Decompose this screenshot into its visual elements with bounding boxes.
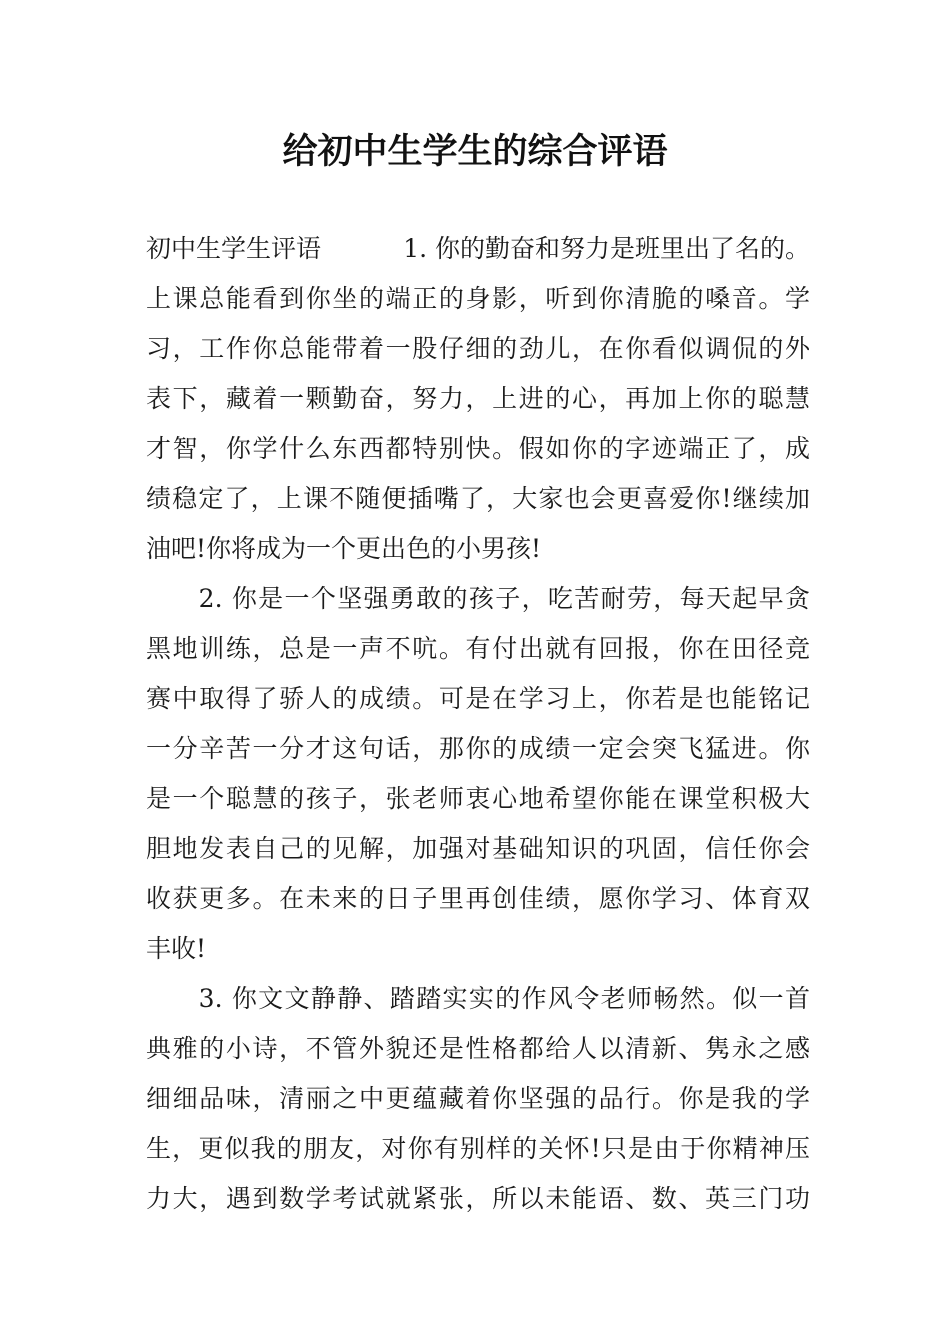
paragraph-line: 丰收! <box>146 934 207 963</box>
paragraph-line: 细细品味，清丽之中更蕴藏着你坚强的品行。你是我的学 <box>146 1084 810 1113</box>
paragraph-line: 绩稳定了，上课不随便插嘴了，大家也会更喜爱你!继续加 <box>146 484 810 513</box>
paragraph-line: 上课总能看到你坐的端正的身影，听到你清脆的嗓音。学 <box>146 284 810 313</box>
paragraph-line: 力大，遇到数学考试就紧张，所以未能语、数、英三门功 <box>146 1184 810 1213</box>
paragraph-line: 2. 你是一个坚强勇敢的孩子，吃苦耐劳，每天起早贪 <box>146 584 810 613</box>
comment-item-1-start: 1. 你的勤奋和努力是班里出了名的。 <box>403 234 810 263</box>
paragraph-line: 一分辛苦一分才这句话，那你的成绩一定会突飞猛进。你 <box>146 734 810 763</box>
paragraph-line: 习，工作你总能带着一股仔细的劲儿，在你看似调侃的外 <box>146 334 810 363</box>
paragraph-line: 黑地训练，总是一声不吭。有付出就有回报，你在田径竞 <box>146 634 810 663</box>
paragraph-line: 典雅的小诗，不管外貌还是性格都给人以清新、隽永之感 <box>146 1034 810 1063</box>
paragraph-line: 是一个聪慧的孩子，张老师衷心地希望你能在课堂积极大 <box>146 784 810 813</box>
paragraph-line: 表下，藏着一颗勤奋，努力，上进的心，再加上你的聪慧 <box>146 384 810 413</box>
paragraph-line: 3. 你文文静静、踏踏实实的作风令老师畅然。似一首 <box>146 984 810 1013</box>
paragraph-line: 才智，你学什么东西都特别快。假如你的字迹端正了，成 <box>146 434 810 463</box>
paragraph-line: 收获更多。在未来的日子里再创佳绩，愿你学习、体育双 <box>146 884 810 913</box>
paragraph-line: 油吧!你将成为一个更出色的小男孩! <box>146 534 542 563</box>
paragraph-line: 赛中取得了骄人的成绩。可是在学习上，你若是也能铭记 <box>146 684 810 713</box>
document-title: 给初中生学生的综合评语 <box>282 132 668 172</box>
paragraph-line: 胆地发表自己的见解，加强对基础知识的巩固，信任你会 <box>146 834 810 863</box>
paragraph-line <box>146 224 810 274</box>
paragraph-line: 生，更似我的朋友，对你有别样的关怀!只是由于你精神压 <box>146 1134 810 1163</box>
section-heading: 初中生学生评语 <box>146 234 322 263</box>
